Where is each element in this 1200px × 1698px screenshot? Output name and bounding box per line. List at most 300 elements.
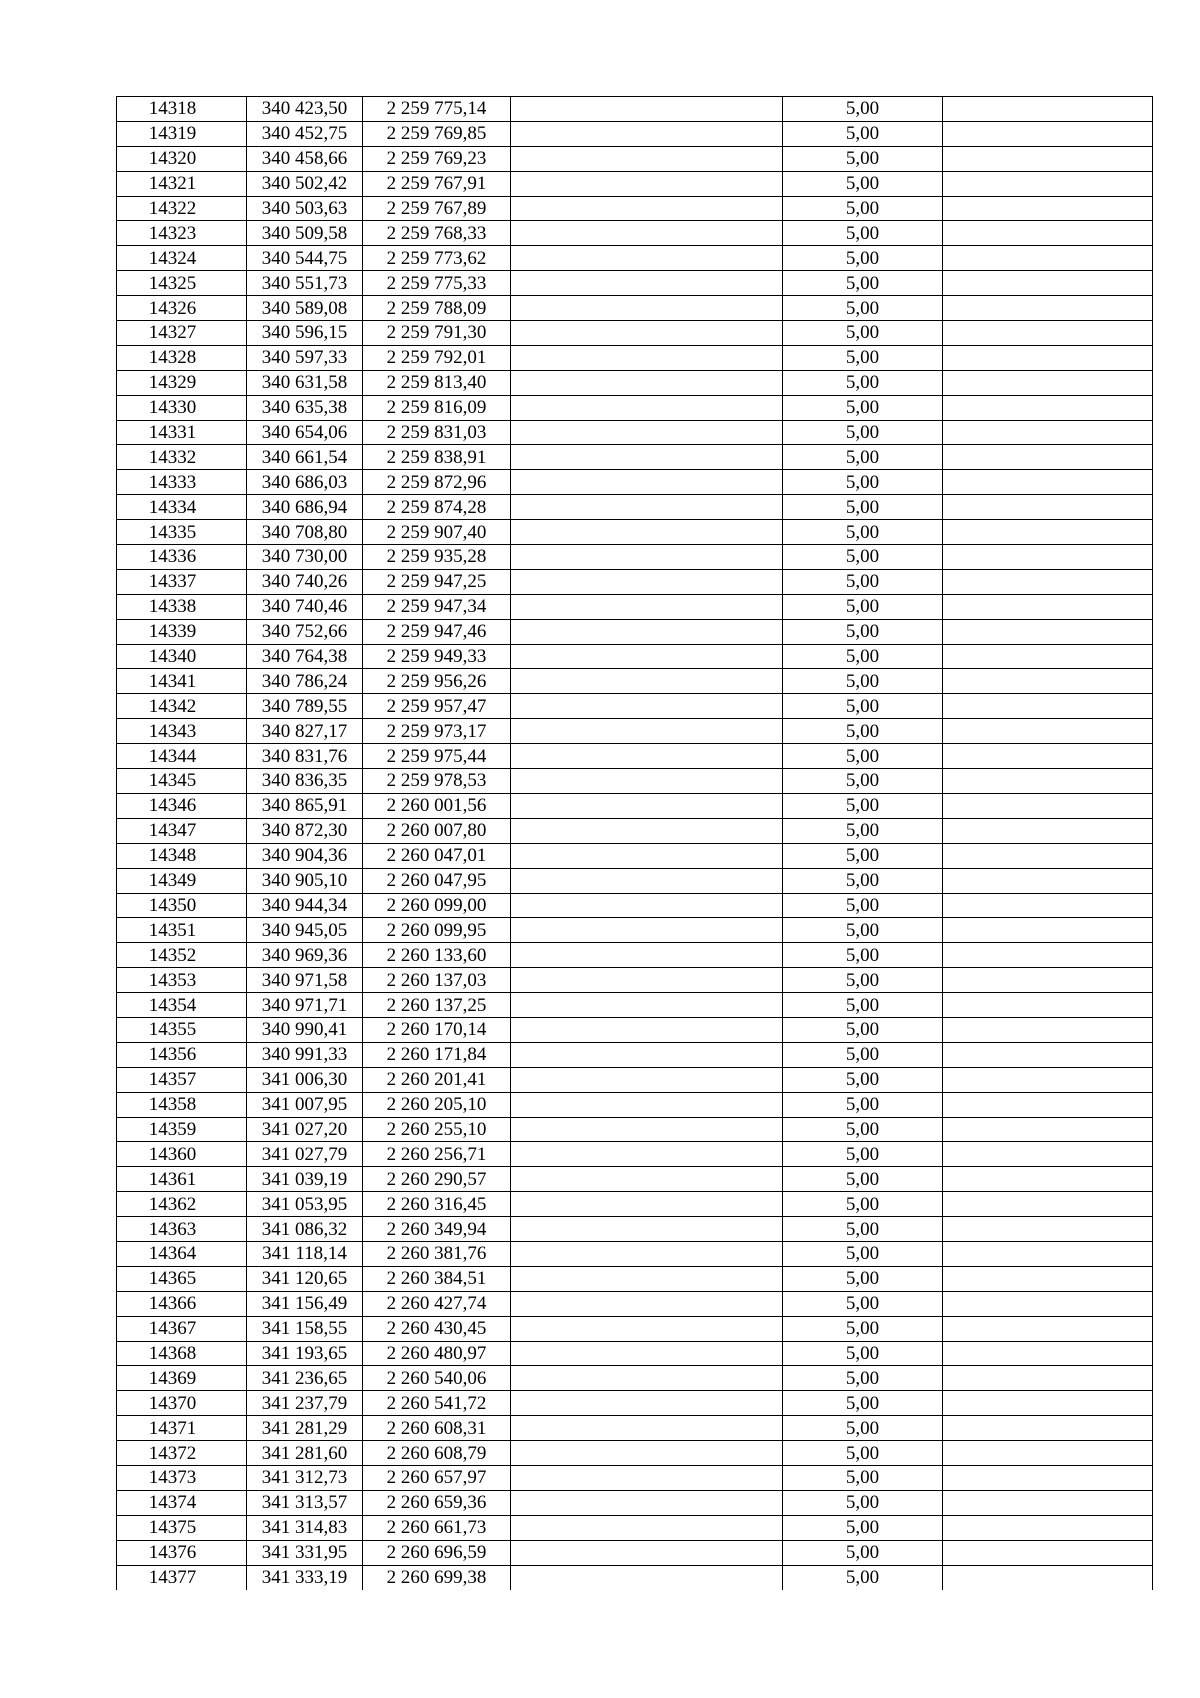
table-row [117, 296, 1153, 321]
empty-cell [943, 594, 1153, 619]
point-number-cell: 14356 [117, 1042, 247, 1067]
value-cell: 5,00 [783, 594, 943, 619]
table-row [117, 893, 1153, 918]
empty-cell [511, 1341, 783, 1366]
point-number-cell: 14329 [117, 370, 247, 395]
y-coordinate-cell: 2 259 768,33 [363, 221, 511, 246]
y-coordinate-cell: 2 259 767,91 [363, 171, 511, 196]
empty-cell [511, 246, 783, 271]
empty-cell [943, 943, 1153, 968]
table-row [117, 146, 1153, 171]
table-row [117, 1341, 1153, 1366]
point-number-cell: 14344 [117, 744, 247, 769]
x-coordinate-cell: 340 971,58 [247, 968, 363, 993]
point-number-cell: 14363 [117, 1217, 247, 1242]
x-coordinate-cell: 341 314,83 [247, 1515, 363, 1540]
empty-cell [511, 1042, 783, 1067]
point-number-cell: 14357 [117, 1067, 247, 1092]
y-coordinate-cell: 2 259 935,28 [363, 545, 511, 570]
value-cell: 5,00 [783, 1391, 943, 1416]
table-row [117, 644, 1153, 669]
point-number-cell: 14376 [117, 1540, 247, 1565]
table-row [117, 1316, 1153, 1341]
table-row [117, 1167, 1153, 1192]
empty-cell [511, 296, 783, 321]
coordinate-table-body [117, 97, 1153, 1590]
y-coordinate-cell: 2 260 007,80 [363, 818, 511, 843]
point-number-cell: 14318 [117, 97, 247, 122]
empty-cell [943, 121, 1153, 146]
x-coordinate-cell: 340 596,15 [247, 321, 363, 346]
value-cell: 5,00 [783, 1441, 943, 1466]
value-cell: 5,00 [783, 1366, 943, 1391]
point-number-cell: 14331 [117, 420, 247, 445]
table-row [117, 1266, 1153, 1291]
empty-cell [943, 1192, 1153, 1217]
table-row [117, 196, 1153, 221]
empty-cell [943, 271, 1153, 296]
value-cell: 5,00 [783, 445, 943, 470]
x-coordinate-cell: 341 312,73 [247, 1465, 363, 1490]
table-row [117, 271, 1153, 296]
point-number-cell: 14334 [117, 495, 247, 520]
value-cell: 5,00 [783, 246, 943, 271]
point-number-cell: 14375 [117, 1515, 247, 1540]
x-coordinate-cell: 340 551,73 [247, 271, 363, 296]
table-row [117, 868, 1153, 893]
value-cell: 5,00 [783, 1092, 943, 1117]
point-number-cell: 14368 [117, 1341, 247, 1366]
point-number-cell: 14369 [117, 1366, 247, 1391]
empty-cell [943, 1266, 1153, 1291]
x-coordinate-cell: 340 904,36 [247, 843, 363, 868]
y-coordinate-cell: 2 260 384,51 [363, 1266, 511, 1291]
point-number-cell: 14319 [117, 121, 247, 146]
table-row [117, 370, 1153, 395]
table-row [117, 993, 1153, 1018]
empty-cell [511, 370, 783, 395]
point-number-cell: 14322 [117, 196, 247, 221]
x-coordinate-cell: 341 281,29 [247, 1416, 363, 1441]
y-coordinate-cell: 2 259 767,89 [363, 196, 511, 221]
point-number-cell: 14353 [117, 968, 247, 993]
value-cell: 5,00 [783, 1217, 943, 1242]
point-number-cell: 14362 [117, 1192, 247, 1217]
point-number-cell: 14348 [117, 843, 247, 868]
x-coordinate-cell: 340 905,10 [247, 868, 363, 893]
empty-cell [943, 1017, 1153, 1042]
y-coordinate-cell: 2 259 872,96 [363, 470, 511, 495]
empty-cell [943, 993, 1153, 1018]
table-row [117, 420, 1153, 445]
x-coordinate-cell: 340 944,34 [247, 893, 363, 918]
point-number-cell: 14336 [117, 545, 247, 570]
empty-cell [511, 719, 783, 744]
empty-cell [511, 1316, 783, 1341]
empty-cell [511, 644, 783, 669]
empty-cell [511, 1366, 783, 1391]
table-row [117, 769, 1153, 794]
table-row [117, 321, 1153, 346]
point-number-cell: 14352 [117, 943, 247, 968]
x-coordinate-cell: 341 118,14 [247, 1241, 363, 1266]
y-coordinate-cell: 2 259 838,91 [363, 445, 511, 470]
empty-cell [943, 420, 1153, 445]
y-coordinate-cell: 2 260 099,00 [363, 893, 511, 918]
value-cell: 5,00 [783, 1117, 943, 1142]
point-number-cell: 14337 [117, 569, 247, 594]
x-coordinate-cell: 340 789,55 [247, 694, 363, 719]
x-coordinate-cell: 340 740,46 [247, 594, 363, 619]
empty-cell [943, 97, 1153, 122]
x-coordinate-cell: 340 509,58 [247, 221, 363, 246]
value-cell: 5,00 [783, 669, 943, 694]
value-cell: 5,00 [783, 569, 943, 594]
empty-cell [943, 868, 1153, 893]
y-coordinate-cell: 2 260 256,71 [363, 1142, 511, 1167]
empty-cell [943, 345, 1153, 370]
value-cell: 5,00 [783, 769, 943, 794]
empty-cell [511, 694, 783, 719]
x-coordinate-cell: 340 827,17 [247, 719, 363, 744]
empty-cell [943, 221, 1153, 246]
y-coordinate-cell: 2 260 540,06 [363, 1366, 511, 1391]
point-number-cell: 14335 [117, 520, 247, 545]
value-cell: 5,00 [783, 1291, 943, 1316]
empty-cell [511, 1142, 783, 1167]
x-coordinate-cell: 341 158,55 [247, 1316, 363, 1341]
value-cell: 5,00 [783, 1266, 943, 1291]
x-coordinate-cell: 341 236,65 [247, 1366, 363, 1391]
value-cell: 5,00 [783, 97, 943, 122]
x-coordinate-cell: 340 969,36 [247, 943, 363, 968]
y-coordinate-cell: 2 259 792,01 [363, 345, 511, 370]
empty-cell [943, 246, 1153, 271]
y-coordinate-cell: 2 259 973,17 [363, 719, 511, 744]
empty-cell [943, 1142, 1153, 1167]
value-cell: 5,00 [783, 1316, 943, 1341]
x-coordinate-cell: 341 193,65 [247, 1341, 363, 1366]
value-cell: 5,00 [783, 644, 943, 669]
value-cell: 5,00 [783, 1241, 943, 1266]
table-row [117, 943, 1153, 968]
empty-cell [511, 395, 783, 420]
y-coordinate-cell: 2 259 831,03 [363, 420, 511, 445]
x-coordinate-cell: 340 740,26 [247, 569, 363, 594]
empty-cell [943, 1490, 1153, 1515]
point-number-cell: 14371 [117, 1416, 247, 1441]
empty-cell [511, 769, 783, 794]
y-coordinate-cell: 2 259 769,85 [363, 121, 511, 146]
empty-cell [511, 345, 783, 370]
table-row [117, 968, 1153, 993]
x-coordinate-cell: 340 597,33 [247, 345, 363, 370]
table-row [117, 1540, 1153, 1565]
table-row [117, 569, 1153, 594]
value-cell: 5,00 [783, 818, 943, 843]
y-coordinate-cell: 2 260 661,73 [363, 1515, 511, 1540]
table-row [117, 669, 1153, 694]
value-cell: 5,00 [783, 296, 943, 321]
y-coordinate-cell: 2 260 349,94 [363, 1217, 511, 1242]
y-coordinate-cell: 2 259 947,34 [363, 594, 511, 619]
table-row [117, 495, 1153, 520]
table-row [117, 345, 1153, 370]
x-coordinate-cell: 340 423,50 [247, 97, 363, 122]
point-number-cell: 14354 [117, 993, 247, 1018]
empty-cell [511, 1291, 783, 1316]
empty-cell [511, 744, 783, 769]
y-coordinate-cell: 2 260 659,36 [363, 1490, 511, 1515]
table-row [117, 520, 1153, 545]
x-coordinate-cell: 341 027,20 [247, 1117, 363, 1142]
empty-cell [943, 495, 1153, 520]
empty-cell [511, 1241, 783, 1266]
y-coordinate-cell: 2 260 170,14 [363, 1017, 511, 1042]
empty-cell [511, 1167, 783, 1192]
point-number-cell: 14323 [117, 221, 247, 246]
point-number-cell: 14367 [117, 1316, 247, 1341]
value-cell: 5,00 [783, 943, 943, 968]
x-coordinate-cell: 341 281,60 [247, 1441, 363, 1466]
table-row [117, 395, 1153, 420]
value-cell: 5,00 [783, 793, 943, 818]
value-cell: 5,00 [783, 1515, 943, 1540]
value-cell: 5,00 [783, 968, 943, 993]
value-cell: 5,00 [783, 1490, 943, 1515]
empty-cell [943, 1042, 1153, 1067]
y-coordinate-cell: 2 260 047,95 [363, 868, 511, 893]
x-coordinate-cell: 340 452,75 [247, 121, 363, 146]
point-number-cell: 14320 [117, 146, 247, 171]
value-cell: 5,00 [783, 121, 943, 146]
value-cell: 5,00 [783, 1540, 943, 1565]
y-coordinate-cell: 2 260 696,59 [363, 1540, 511, 1565]
table-row [117, 843, 1153, 868]
x-coordinate-cell: 340 990,41 [247, 1017, 363, 1042]
y-coordinate-cell: 2 260 608,79 [363, 1441, 511, 1466]
y-coordinate-cell: 2 259 975,44 [363, 744, 511, 769]
empty-cell [943, 1366, 1153, 1391]
x-coordinate-cell: 340 661,54 [247, 445, 363, 470]
empty-cell [943, 1565, 1153, 1590]
empty-cell [943, 296, 1153, 321]
y-coordinate-cell: 2 259 874,28 [363, 495, 511, 520]
empty-cell [943, 395, 1153, 420]
empty-cell [511, 146, 783, 171]
table-row [117, 97, 1153, 122]
empty-cell [511, 1465, 783, 1490]
value-cell: 5,00 [783, 171, 943, 196]
point-number-cell: 14328 [117, 345, 247, 370]
table-row [117, 1366, 1153, 1391]
x-coordinate-cell: 340 589,08 [247, 296, 363, 321]
value-cell: 5,00 [783, 843, 943, 868]
empty-cell [511, 1540, 783, 1565]
y-coordinate-cell: 2 260 047,01 [363, 843, 511, 868]
point-number-cell: 14341 [117, 669, 247, 694]
empty-cell [511, 196, 783, 221]
value-cell: 5,00 [783, 370, 943, 395]
x-coordinate-cell: 341 313,57 [247, 1490, 363, 1515]
point-number-cell: 14324 [117, 246, 247, 271]
x-coordinate-cell: 340 458,66 [247, 146, 363, 171]
empty-cell [943, 818, 1153, 843]
x-coordinate-cell: 340 786,24 [247, 669, 363, 694]
table-row [117, 793, 1153, 818]
x-coordinate-cell: 341 120,65 [247, 1266, 363, 1291]
x-coordinate-cell: 340 730,00 [247, 545, 363, 570]
y-coordinate-cell: 2 260 205,10 [363, 1092, 511, 1117]
y-coordinate-cell: 2 260 133,60 [363, 943, 511, 968]
empty-cell [943, 1441, 1153, 1466]
x-coordinate-cell: 340 631,58 [247, 370, 363, 395]
table-row [117, 1565, 1153, 1590]
x-coordinate-cell: 340 836,35 [247, 769, 363, 794]
empty-cell [943, 1391, 1153, 1416]
value-cell: 5,00 [783, 993, 943, 1018]
y-coordinate-cell: 2 260 290,57 [363, 1167, 511, 1192]
y-coordinate-cell: 2 260 430,45 [363, 1316, 511, 1341]
empty-cell [511, 818, 783, 843]
empty-cell [511, 594, 783, 619]
x-coordinate-cell: 340 502,42 [247, 171, 363, 196]
y-coordinate-cell: 2 260 001,56 [363, 793, 511, 818]
point-number-cell: 14377 [117, 1565, 247, 1590]
y-coordinate-cell: 2 259 907,40 [363, 520, 511, 545]
value-cell: 5,00 [783, 744, 943, 769]
empty-cell [511, 918, 783, 943]
empty-cell [511, 420, 783, 445]
point-number-cell: 14325 [117, 271, 247, 296]
value-cell: 5,00 [783, 420, 943, 445]
y-coordinate-cell: 2 259 947,46 [363, 619, 511, 644]
empty-cell [943, 545, 1153, 570]
value-cell: 5,00 [783, 495, 943, 520]
x-coordinate-cell: 341 007,95 [247, 1092, 363, 1117]
empty-cell [511, 968, 783, 993]
empty-cell [943, 843, 1153, 868]
empty-cell [511, 1192, 783, 1217]
x-coordinate-cell: 341 086,32 [247, 1217, 363, 1242]
value-cell: 5,00 [783, 520, 943, 545]
table-row [117, 246, 1153, 271]
y-coordinate-cell: 2 260 480,97 [363, 1341, 511, 1366]
x-coordinate-cell: 340 991,33 [247, 1042, 363, 1067]
empty-cell [943, 445, 1153, 470]
y-coordinate-cell: 2 259 947,25 [363, 569, 511, 594]
table-row [117, 1117, 1153, 1142]
empty-cell [943, 918, 1153, 943]
empty-cell [511, 171, 783, 196]
y-coordinate-cell: 2 260 541,72 [363, 1391, 511, 1416]
table-row [117, 1391, 1153, 1416]
y-coordinate-cell: 2 260 137,03 [363, 968, 511, 993]
empty-cell [511, 893, 783, 918]
empty-cell [511, 1441, 783, 1466]
value-cell: 5,00 [783, 1192, 943, 1217]
y-coordinate-cell: 2 259 978,53 [363, 769, 511, 794]
table-row [117, 1042, 1153, 1067]
value-cell: 5,00 [783, 1167, 943, 1192]
empty-cell [943, 619, 1153, 644]
value-cell: 5,00 [783, 1017, 943, 1042]
point-number-cell: 14373 [117, 1465, 247, 1490]
y-coordinate-cell: 2 259 956,26 [363, 669, 511, 694]
point-number-cell: 14370 [117, 1391, 247, 1416]
table-row [117, 594, 1153, 619]
y-coordinate-cell: 2 259 775,33 [363, 271, 511, 296]
point-number-cell: 14327 [117, 321, 247, 346]
point-number-cell: 14340 [117, 644, 247, 669]
value-cell: 5,00 [783, 271, 943, 296]
point-number-cell: 14345 [117, 769, 247, 794]
x-coordinate-cell: 340 654,06 [247, 420, 363, 445]
point-number-cell: 14321 [117, 171, 247, 196]
table-row [117, 1192, 1153, 1217]
table-row [117, 1217, 1153, 1242]
empty-cell [943, 1067, 1153, 1092]
value-cell: 5,00 [783, 1341, 943, 1366]
y-coordinate-cell: 2 260 657,97 [363, 1465, 511, 1490]
empty-cell [943, 669, 1153, 694]
point-number-cell: 14361 [117, 1167, 247, 1192]
x-coordinate-cell: 340 708,80 [247, 520, 363, 545]
empty-cell [943, 171, 1153, 196]
empty-cell [511, 1490, 783, 1515]
empty-cell [511, 793, 783, 818]
point-number-cell: 14347 [117, 818, 247, 843]
y-coordinate-cell: 2 260 201,41 [363, 1067, 511, 1092]
empty-cell [511, 495, 783, 520]
y-coordinate-cell: 2 259 957,47 [363, 694, 511, 719]
y-coordinate-cell: 2 259 949,33 [363, 644, 511, 669]
value-cell: 5,00 [783, 719, 943, 744]
point-number-cell: 14366 [117, 1291, 247, 1316]
value-cell: 5,00 [783, 221, 943, 246]
empty-cell [511, 1017, 783, 1042]
y-coordinate-cell: 2 260 099,95 [363, 918, 511, 943]
value-cell: 5,00 [783, 1067, 943, 1092]
empty-cell [511, 121, 783, 146]
x-coordinate-cell: 340 872,30 [247, 818, 363, 843]
empty-cell [943, 370, 1153, 395]
y-coordinate-cell: 2 259 769,23 [363, 146, 511, 171]
empty-cell [511, 669, 783, 694]
empty-cell [511, 1217, 783, 1242]
y-coordinate-cell: 2 259 775,14 [363, 97, 511, 122]
empty-cell [943, 1241, 1153, 1266]
table-row [117, 1465, 1153, 1490]
empty-cell [943, 520, 1153, 545]
table-row [117, 1441, 1153, 1466]
x-coordinate-cell: 340 686,03 [247, 470, 363, 495]
table-row [117, 1017, 1153, 1042]
empty-cell [511, 569, 783, 594]
empty-cell [943, 719, 1153, 744]
empty-cell [943, 694, 1153, 719]
value-cell: 5,00 [783, 1465, 943, 1490]
empty-cell [511, 1266, 783, 1291]
empty-cell [943, 196, 1153, 221]
empty-cell [511, 1117, 783, 1142]
x-coordinate-cell: 340 764,38 [247, 644, 363, 669]
y-coordinate-cell: 2 259 788,09 [363, 296, 511, 321]
y-coordinate-cell: 2 260 255,10 [363, 1117, 511, 1142]
empty-cell [511, 1067, 783, 1092]
empty-cell [943, 1092, 1153, 1117]
value-cell: 5,00 [783, 470, 943, 495]
